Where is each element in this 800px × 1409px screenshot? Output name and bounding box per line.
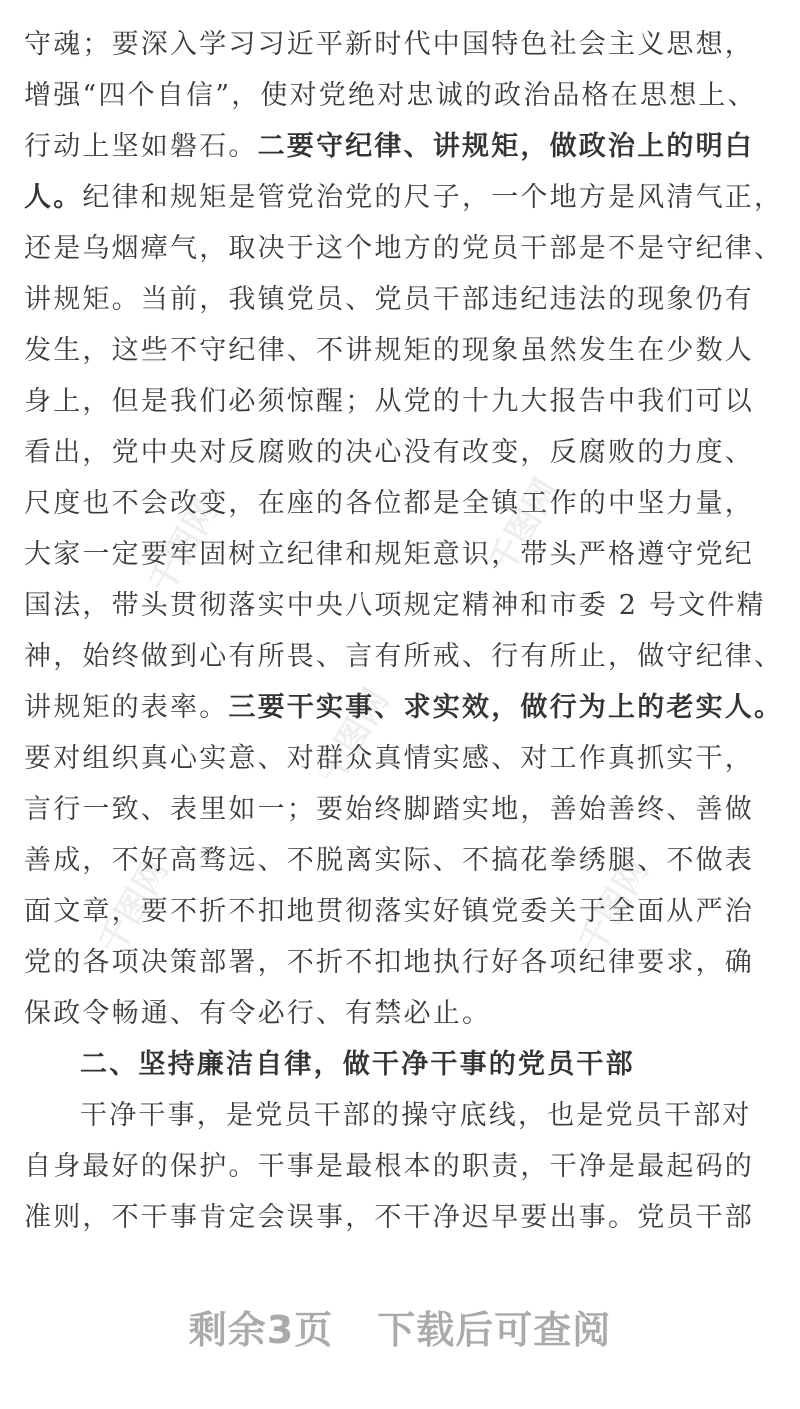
text-line [24,172,784,223]
download-banner[interactable] [0,1300,800,1360]
text-segment: 要对组织真心实意、对群众真情实感、对工作真抓实干， [24,743,754,774]
text-line [24,223,784,274]
text-segment: 尺度也不会改变，在座的各位都是全镇工作的中坚力量， [24,488,754,519]
text-line [24,937,784,988]
text-segment: 面文章，要不折不扣地贯彻落实好镇党委关于全面从严治 [24,896,754,927]
section-paragraph [24,1090,784,1243]
text-line [24,835,784,886]
section-heading: 二、坚持廉洁自律，做干净干事的党员干部 [80,1049,635,1080]
watermark: 千图网 [311,682,397,791]
download-prompt-label: 下载后可查阅 [377,1308,612,1352]
text-segment: 讲规矩。当前，我镇党员、党员干部违纪违法的现象仍有 [24,284,754,315]
text-line [24,427,784,478]
watermark: 千图网 [91,852,177,961]
text-line [24,529,784,580]
document-body [24,19,784,1243]
text-segment: 言行一致、表里如一；要始终脚踏实地，善始善终、善做 [24,794,754,825]
text-line [24,19,784,70]
text-line [24,784,784,835]
text-segment: 党的各项决策部署，不折不扣地执行好各项纪律要求，确 [24,947,754,978]
text-line [24,886,784,937]
text-segment: 保政令畅通、有令必行、有禁必止。 [24,998,492,1029]
remaining-pages-label: 剩余3页 [188,1308,334,1352]
text-segment: 看出，党中央对反腐败的决心没有改变，反腐败的力度、 [24,437,754,468]
text-line: 干净干事，是党员干部的操守底线，也是党员干部对 [80,1100,752,1131]
bold-text-segment: 人。 [24,182,83,213]
bold-text-segment: 三要干实事、求实效，做行为上的老实人。 [228,692,784,723]
text-line [24,70,784,121]
text-segment: 守魂；要深入学习习近平新时代中国特色社会主义思想， [24,29,754,60]
text-line [24,478,784,529]
text-segment: 神，始终做到心有所畏、言有所戒、行有所止，做守纪律、 [24,641,784,672]
text-line: 准则，不干事肯定会误事，不干净迟早要出事。党员干部 [24,1202,754,1233]
text-line: 自身最好的保护。干事是最根本的职责，干净是最起码的 [24,1151,754,1182]
text-segment: 大家一定要牢固树立纪律和规矩意识，带头严格遵守党纪 [24,539,754,570]
watermark: 千图网 [141,492,227,601]
text-segment: 增强“四个自信”，使对党绝对忠诚的政治品格在思想上、 [24,80,757,111]
paragraph-continuation [24,19,784,1039]
text-segment: 国法，带头贯彻落实中央八项规定精神和市委 2 号文件精 [24,590,766,621]
text-line [24,121,784,172]
text-line [24,325,784,376]
text-line [24,988,784,1039]
text-segment: 纪律和规矩是管党治党的尺子，一个地方是风清气正， [82,182,784,213]
text-line [24,376,784,427]
watermark: 千图网 [571,852,657,961]
watermark: 千图网 [481,472,567,581]
text-line [24,733,784,784]
text-line [24,631,784,682]
text-segment: 行动上坚如磐石。 [24,131,258,162]
text-segment: 发生，这些不守纪律、不讲规矩的现象虽然发生在少数人 [24,335,754,366]
text-segment: 还是乌烟瘴气，取决于这个地方的党员干部是不是守纪律、 [24,233,784,264]
bold-text-segment: 二要守纪律、讲规矩，做政治上的明白 [257,131,755,162]
text-segment: 身上，但是我们必须惊醒；从党的十九大报告中我们可以 [24,386,754,417]
text-line [24,682,784,733]
text-line [24,580,784,631]
text-segment: 善成，不好高骛远、不脱离实际、不搞花拳绣腿、不做表 [24,845,754,876]
text-segment: 讲规矩的表率。 [24,692,229,723]
text-line [24,274,784,325]
